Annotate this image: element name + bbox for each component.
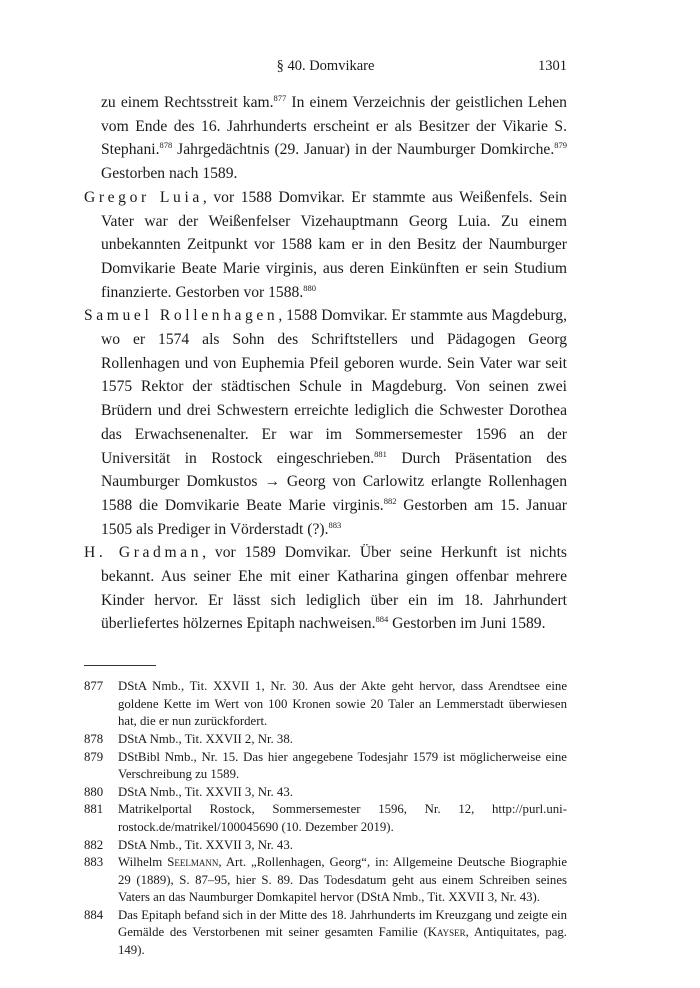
person-name: H. Gradman: [84, 544, 203, 562]
footnote-divider: [84, 665, 156, 666]
footnote-url-text[interactable]: Matrikelportal Rostock, Sommersemester 1596, Nr. 12, http://purl.uni-rostock.de/matrikel/100045690 (10. Dezember 2019).: [118, 802, 567, 834]
footnote: 878 DStA Nmb., Tit. XXVII 2, Nr. 38.: [84, 731, 567, 749]
footnote-number: 884: [84, 907, 104, 922]
footnote-ref[interactable]: 879: [554, 140, 567, 151]
footnote: 882 DStA Nmb., Tit. XXVII 3, Nr. 43.: [84, 837, 567, 855]
entry-samuel-rollenhagen: Samuel Rollenhagen, 1588 Domvikar. Er stammte aus Magdeburg, wo er 1574 als Sohn des Schriftstellers und Pädagogen Georg Rollenhagen und von Euphemia Pfeil geboren wurde. Sein Vater war seit 1575 Rektor der städtischen Schule in Magdeburg. Von seinen zwei Brüdern und drei Schwestern erreichte lediglich die Schwester Dorothea das Erwachsenenalter. Er war im Sommersemester 1596 an der Universität in Rostock eingeschrieben.$^{881}$ Durch Präsentation des Naumburger Domkustos → Georg von Carlowitz erlangte Rollenhagen 1588 die Domvikarie Beate Marie virginis.$^{882}$ Gestorben am 15. Januar 1505 als Prediger in Vörderstadt (?).$^{883}$: [84, 307, 567, 538]
footnote-number: 877: [84, 679, 104, 694]
author-name: Kayser: [427, 925, 466, 940]
footnote-ref[interactable]: 883: [328, 519, 342, 530]
footnote-ref[interactable]: 884: [375, 614, 389, 625]
footnote-ref[interactable]: 881: [374, 448, 387, 459]
entry-continuation: zu einem Rechtsstreit kam.$^{877}$ In einem Verzeichnis der geistlichen Lehen vom Ende des 16. Jahrhunderts erscheint er als Besitzer der Vikarie S. Stephani.$^{878}$ Jahrgedächtnis (29. Januar) in der Naumburger Domkirche.$^{879}$ Gestorben nach 1589.: [101, 93, 567, 183]
footnote: 883 Wilhelm Seelmann, Art. „Rollenhagen, Georg“, in: Allgemeine Deutsche Biographie 29 (1889), S. 87–95, hier S. 89. Das Todesdatum geht aus einem Schreiben seines Vaters an das Naumburger Domkapitel hervor (DStA Nmb., Tit. XXVII 3, Nr. 43).: [84, 855, 567, 905]
footnote-ref[interactable]: 882: [383, 495, 397, 506]
entry-h-gradman: H. Gradman, vor 1589 Domvikar. Über seine Herkunft ist nichts bekannt. Aus seiner Ehe mit einer Katharina gingen offenbar mehrere Kinder hervor. Er lässt sich lediglich über ein im 18. Jahrhundert überliefertes hölzernes Epitaph nachweisen.$^{884}$ Gestorben im Juni 1589.: [84, 544, 568, 633]
entry-gregor-luia: Gregor Luia, vor 1588 Domvikar. Er stammte aus Weißenfels. Sein Vater war der Weißenfelser Vizehauptmann Georg Luia. Zu einem unbekannten Zeitpunkt vor 1588 kam er in den Besitz der Naumburger Domvikarie Beate Marie virginis, aus deren Einkünften er sein Studium finanzierte. Gestorben vor 1588.$^{880}$: [84, 188, 567, 301]
footnote-ref[interactable]: 880: [303, 282, 316, 293]
page-number: 1301: [538, 58, 567, 74]
footnote-number: 879: [84, 749, 104, 764]
footnotes: [84, 678, 567, 960]
person-name: Gregor Luia: [84, 188, 203, 206]
author-name: Seelmann: [167, 855, 219, 870]
footnote: 880 DStA Nmb., Tit. XXVII 3, Nr. 43.: [84, 784, 567, 802]
footnote-ref[interactable]: 878: [159, 140, 173, 151]
footnote-ref[interactable]: 877: [273, 93, 287, 103]
footnote-number: 882: [84, 837, 104, 852]
footnote-number: 881: [84, 802, 104, 817]
footnote-number: 880: [84, 784, 104, 799]
footnote-number: 878: [84, 731, 104, 746]
running-header: [84, 58, 567, 78]
main-text: [84, 91, 567, 636]
footnote-number: 883: [84, 855, 104, 870]
footnote: [84, 801, 567, 836]
page: [84, 58, 567, 960]
footnote: 879 DStBibl Nmb., Nr. 15. Das hier angegebene Todesjahr 1579 ist möglicherweise eine Verschreibung zu 1589.: [84, 749, 567, 782]
person-name: Samuel Rollenhagen: [84, 307, 279, 325]
footnote: 877 DStA Nmb., Tit. XXVII 1, Nr. 30. Aus der Akte geht hervor, dass Arendtsee eine goldene Kette im Wert von 100 Kronen sowie 20 Taler an Lemmerstadt überwiesen hat, die er nun zurückfordert.: [84, 679, 567, 729]
footnote: 884 Das Epitaph befand sich in der Mitte des 18. Jahrhunderts im Kreuzgang und zeigte ein Gemälde des Verstorbenen mit seiner gesamten Familie (Kayser, Antiquitates, pag. 149).: [84, 907, 567, 958]
section-title: § 40. Domvikare: [276, 58, 375, 74]
